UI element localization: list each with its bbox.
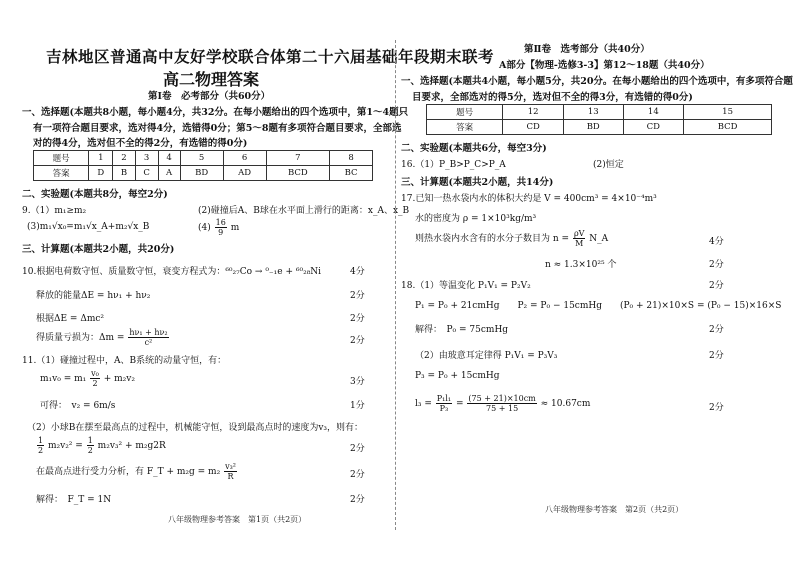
- q10-line2-score: 2分: [350, 291, 365, 301]
- q18-line1-score: 2分: [709, 281, 724, 291]
- exam-title: 吉林地区普通高中友好学校联合体第二十六届基础年段期末联考: [46, 47, 495, 66]
- part1-header: 第Ⅰ卷 必考部分（共60分）: [148, 91, 271, 102]
- fraction-denominator: 2: [87, 446, 93, 455]
- q11-line5-post: m₂v₃² + m₂g2R: [97, 441, 166, 451]
- q10-line4-score: 2分: [350, 336, 365, 346]
- q17-line1: 17.已知一热水袋内水的体积大约是 V = 400cm³ = 4×10⁻⁴m³: [401, 194, 657, 204]
- fraction-numerator: 16: [215, 218, 226, 227]
- q9-answer-2: (2)碰撞后A、B球在水平面上滑行的距离：x_A、x_B: [198, 206, 410, 216]
- q10-line3: 根据ΔE = Δmc²: [36, 314, 105, 324]
- table-cell: 题号: [34, 151, 89, 166]
- right-footer: 八年级物理参考答案 第2页（共2页）: [545, 505, 684, 514]
- q18-line6-mid: =: [456, 399, 464, 409]
- q10-fraction: [128, 328, 168, 347]
- q16-answer-1: 16.（1）P_B>P_C>P_A: [401, 160, 506, 170]
- q10-line4-label: 得质量亏损为：Δm =: [36, 333, 125, 343]
- fraction-denominator: 2: [92, 379, 98, 388]
- q17-line3-score: 4分: [709, 237, 724, 247]
- sec2-heading: 二、实验题(本题共8分，每空2分): [22, 189, 168, 200]
- q11-line2-score: 3分: [350, 377, 365, 387]
- q11-line7: 解得： F_T = 1N: [36, 495, 112, 505]
- answer-table-2: [426, 104, 772, 135]
- q18-line1: 18.（1）等温变化 P₁V₁ = P₂V₂: [401, 281, 531, 291]
- table-cell: 4: [158, 151, 180, 166]
- r-sec2-heading: 二、实验题(本题共6分，每空3分): [401, 143, 547, 154]
- q18-line6-pre: l₃ =: [415, 399, 432, 409]
- part2-header: 第Ⅱ卷 选考部分（共40分）: [524, 44, 650, 55]
- q17-fraction: [573, 229, 585, 248]
- table-cell: 8: [330, 151, 373, 166]
- q9-answer-4: [198, 218, 239, 237]
- table-cell: BD: [180, 166, 223, 181]
- q11-line1: 11.（1）碰撞过程中，A、B系统的动量守恒，有：: [22, 356, 227, 366]
- answer-table-1: [33, 150, 373, 181]
- table-cell: B: [113, 166, 135, 181]
- q11-line7-score: 2分: [350, 495, 365, 505]
- q11-line5: [36, 436, 166, 455]
- table-row: [34, 151, 373, 166]
- fraction-numerator: ρV: [573, 229, 585, 238]
- r-sec3-heading: 三、计算题(本题共2小题，共14分): [401, 177, 554, 188]
- fraction-numerator: v₃²: [225, 462, 236, 471]
- q17-line3-pre: 则热水袋内水含有的水分子数目为 n =: [415, 234, 570, 244]
- table-row: [427, 105, 772, 120]
- sec1-line2: 有一项符合题目要求，选对得4分，选错得0分；第5～8题有多项符合题目要求，全部选: [33, 123, 402, 134]
- r-sec1-line2: 目要求，全部选对的得5分，选对但不全的得3分，有选错的得0分): [412, 92, 693, 103]
- table-cell: 答案: [427, 120, 503, 135]
- table-row: [427, 120, 772, 135]
- q18-line6-score: 2分: [709, 403, 724, 413]
- q11-line6-score: 2分: [350, 470, 365, 480]
- fraction-numerator: hν₁ + hν₂: [129, 328, 168, 337]
- exam-subtitle: 高二物理答案: [163, 70, 260, 89]
- table-cell: 2: [113, 151, 135, 166]
- q18-line6: [415, 394, 590, 413]
- q11-line5-score: 2分: [350, 444, 365, 454]
- fraction-denominator: c²: [144, 338, 153, 347]
- q16-answer-2: (2)恒定: [593, 160, 624, 170]
- fraction-denominator: 9: [218, 228, 224, 237]
- q18-line2: P₁ = P₀ + 21cmHg P₂ = P₀ − 15cmHg (P₀ + 21)×10×S = (P₀ − 15)×16×S: [415, 301, 782, 311]
- table-cell: CD: [623, 120, 684, 135]
- table-cell: 1: [89, 151, 113, 166]
- q11-line3-score: 1分: [350, 401, 365, 411]
- q18-line6-post: ≈ 10.67cm: [540, 399, 591, 409]
- table-cell: 3: [135, 151, 158, 166]
- table-cell: CD: [503, 120, 564, 135]
- table-cell: 6: [223, 151, 266, 166]
- fraction-denominator: 75 + 15: [486, 404, 519, 413]
- q11-fraction-half: [37, 436, 44, 455]
- q9-unit: m: [230, 223, 240, 233]
- table-cell: 13: [563, 105, 623, 120]
- fraction-denominator: 2: [38, 446, 44, 455]
- q18-fraction-2: [467, 394, 536, 413]
- table-cell: C: [135, 166, 158, 181]
- partA-header: A部分【物理-选修3-3】第12～18题（共40分）: [499, 60, 710, 71]
- q11-fraction: [90, 369, 100, 388]
- q18-line3-score: 2分: [709, 325, 724, 335]
- q11-fraction-v3: [224, 462, 237, 481]
- q10-line2: 释放的能量ΔE = hν₁ + hν₂: [36, 291, 151, 301]
- table-cell: 7: [266, 151, 330, 166]
- q17-line3-post: N_A: [589, 234, 609, 244]
- q17-line4-score: 2分: [709, 260, 724, 270]
- table-cell: 14: [623, 105, 684, 120]
- table-cell: A: [158, 166, 180, 181]
- q11-line6: [36, 462, 238, 481]
- table-cell: 12: [503, 105, 564, 120]
- q17-line3: [415, 229, 608, 248]
- sec1-line1: 一、选择题(本题共8小题，每小题4分，共32分。在每小题给出的四个选项中，第1～4题只: [22, 107, 409, 118]
- page-divider: [395, 40, 396, 530]
- fraction-denominator: R: [227, 472, 234, 481]
- table-cell: 题号: [427, 105, 503, 120]
- fraction-numerator: P₁l₁: [436, 394, 452, 403]
- q11-fraction-half-2: [87, 436, 94, 455]
- table-cell: 5: [180, 151, 223, 166]
- q10-line1: 10.根据电荷数守恒、质量数守恒，衰变方程式为：⁶⁰₂₇Co → ⁰₋₁e + ⁶⁰₂₈Ni: [22, 267, 322, 277]
- q9-fraction: [215, 218, 227, 237]
- table-cell: 答案: [34, 166, 89, 181]
- right-page: [397, 0, 794, 561]
- q11-line2-pre: m₁v₀ = m₁: [40, 374, 87, 384]
- q10-line3-score: 2分: [350, 314, 365, 324]
- table-cell: BD: [563, 120, 623, 135]
- q9-answer-4-label: (4): [198, 223, 211, 233]
- table-cell: D: [89, 166, 113, 181]
- q18-line4: （2）由玻意耳定律得 P₁V₁ = P₃V₃: [415, 351, 558, 361]
- q18-line5: P₃ = P₀ + 15cmHg: [415, 371, 500, 381]
- q18-line4-score: 2分: [709, 351, 724, 361]
- fraction-numerator: v₀: [91, 369, 99, 378]
- table-cell: BC: [330, 166, 373, 181]
- table-cell: AD: [223, 166, 266, 181]
- q11-line2: [40, 369, 135, 388]
- fraction-numerator: 1: [38, 436, 44, 445]
- fraction-denominator: M: [575, 239, 584, 248]
- q11-line6-pre: 在最高点进行受力分析，有 F_T + m₂g = m₂: [36, 467, 221, 477]
- table-cell: BCD: [266, 166, 330, 181]
- fraction-numerator: (75 + 21)×10cm: [468, 394, 536, 403]
- q11-line5-mid: m₂v₂² =: [47, 441, 83, 451]
- table-cell: 15: [684, 105, 772, 120]
- q11-line2-post: + m₂v₂: [103, 374, 135, 384]
- q11-line3: 可得： v₂ = 6m/s: [40, 401, 116, 411]
- fraction-numerator: 1: [87, 436, 93, 445]
- q17-line2: 水的密度为 ρ = 1×10³kg/m³: [415, 214, 537, 224]
- q18-fraction-1: [436, 394, 452, 413]
- sec1-line3: 对的得4分，选对但不全的得2分，有选错的得0分): [33, 138, 248, 149]
- q10-line4: [36, 328, 170, 347]
- left-footer: 八年级物理参考答案 第1页（共2页）: [168, 515, 307, 524]
- table-row: [34, 166, 373, 181]
- q9-answer-1: 9.（1）m₁≥m₂: [22, 206, 87, 216]
- q10-line1-score: 4分: [350, 267, 365, 277]
- table-cell: BCD: [684, 120, 772, 135]
- r-sec1-line1: 一、选择题(本题共4小题，每小题5分，共20分。在每小题给出的四个选项中，有多项符合题: [401, 76, 793, 87]
- q18-line3: 解得： P₀ = 75cmHg: [415, 325, 509, 335]
- q9-answer-3: (3)m₁√x₀=m₁√x_A+m₂√x_B: [27, 222, 150, 232]
- q17-line4: n ≈ 1.3×10²⁵ 个: [545, 260, 617, 270]
- q11-line4: （2）小球B在摆至最高点的过程中，机械能守恒，设到最高点时的速度为v₃，则有：: [27, 423, 364, 433]
- sec3-heading: 三、计算题(本题共2小题，共20分): [22, 244, 175, 255]
- fraction-denominator: P₃: [439, 404, 449, 413]
